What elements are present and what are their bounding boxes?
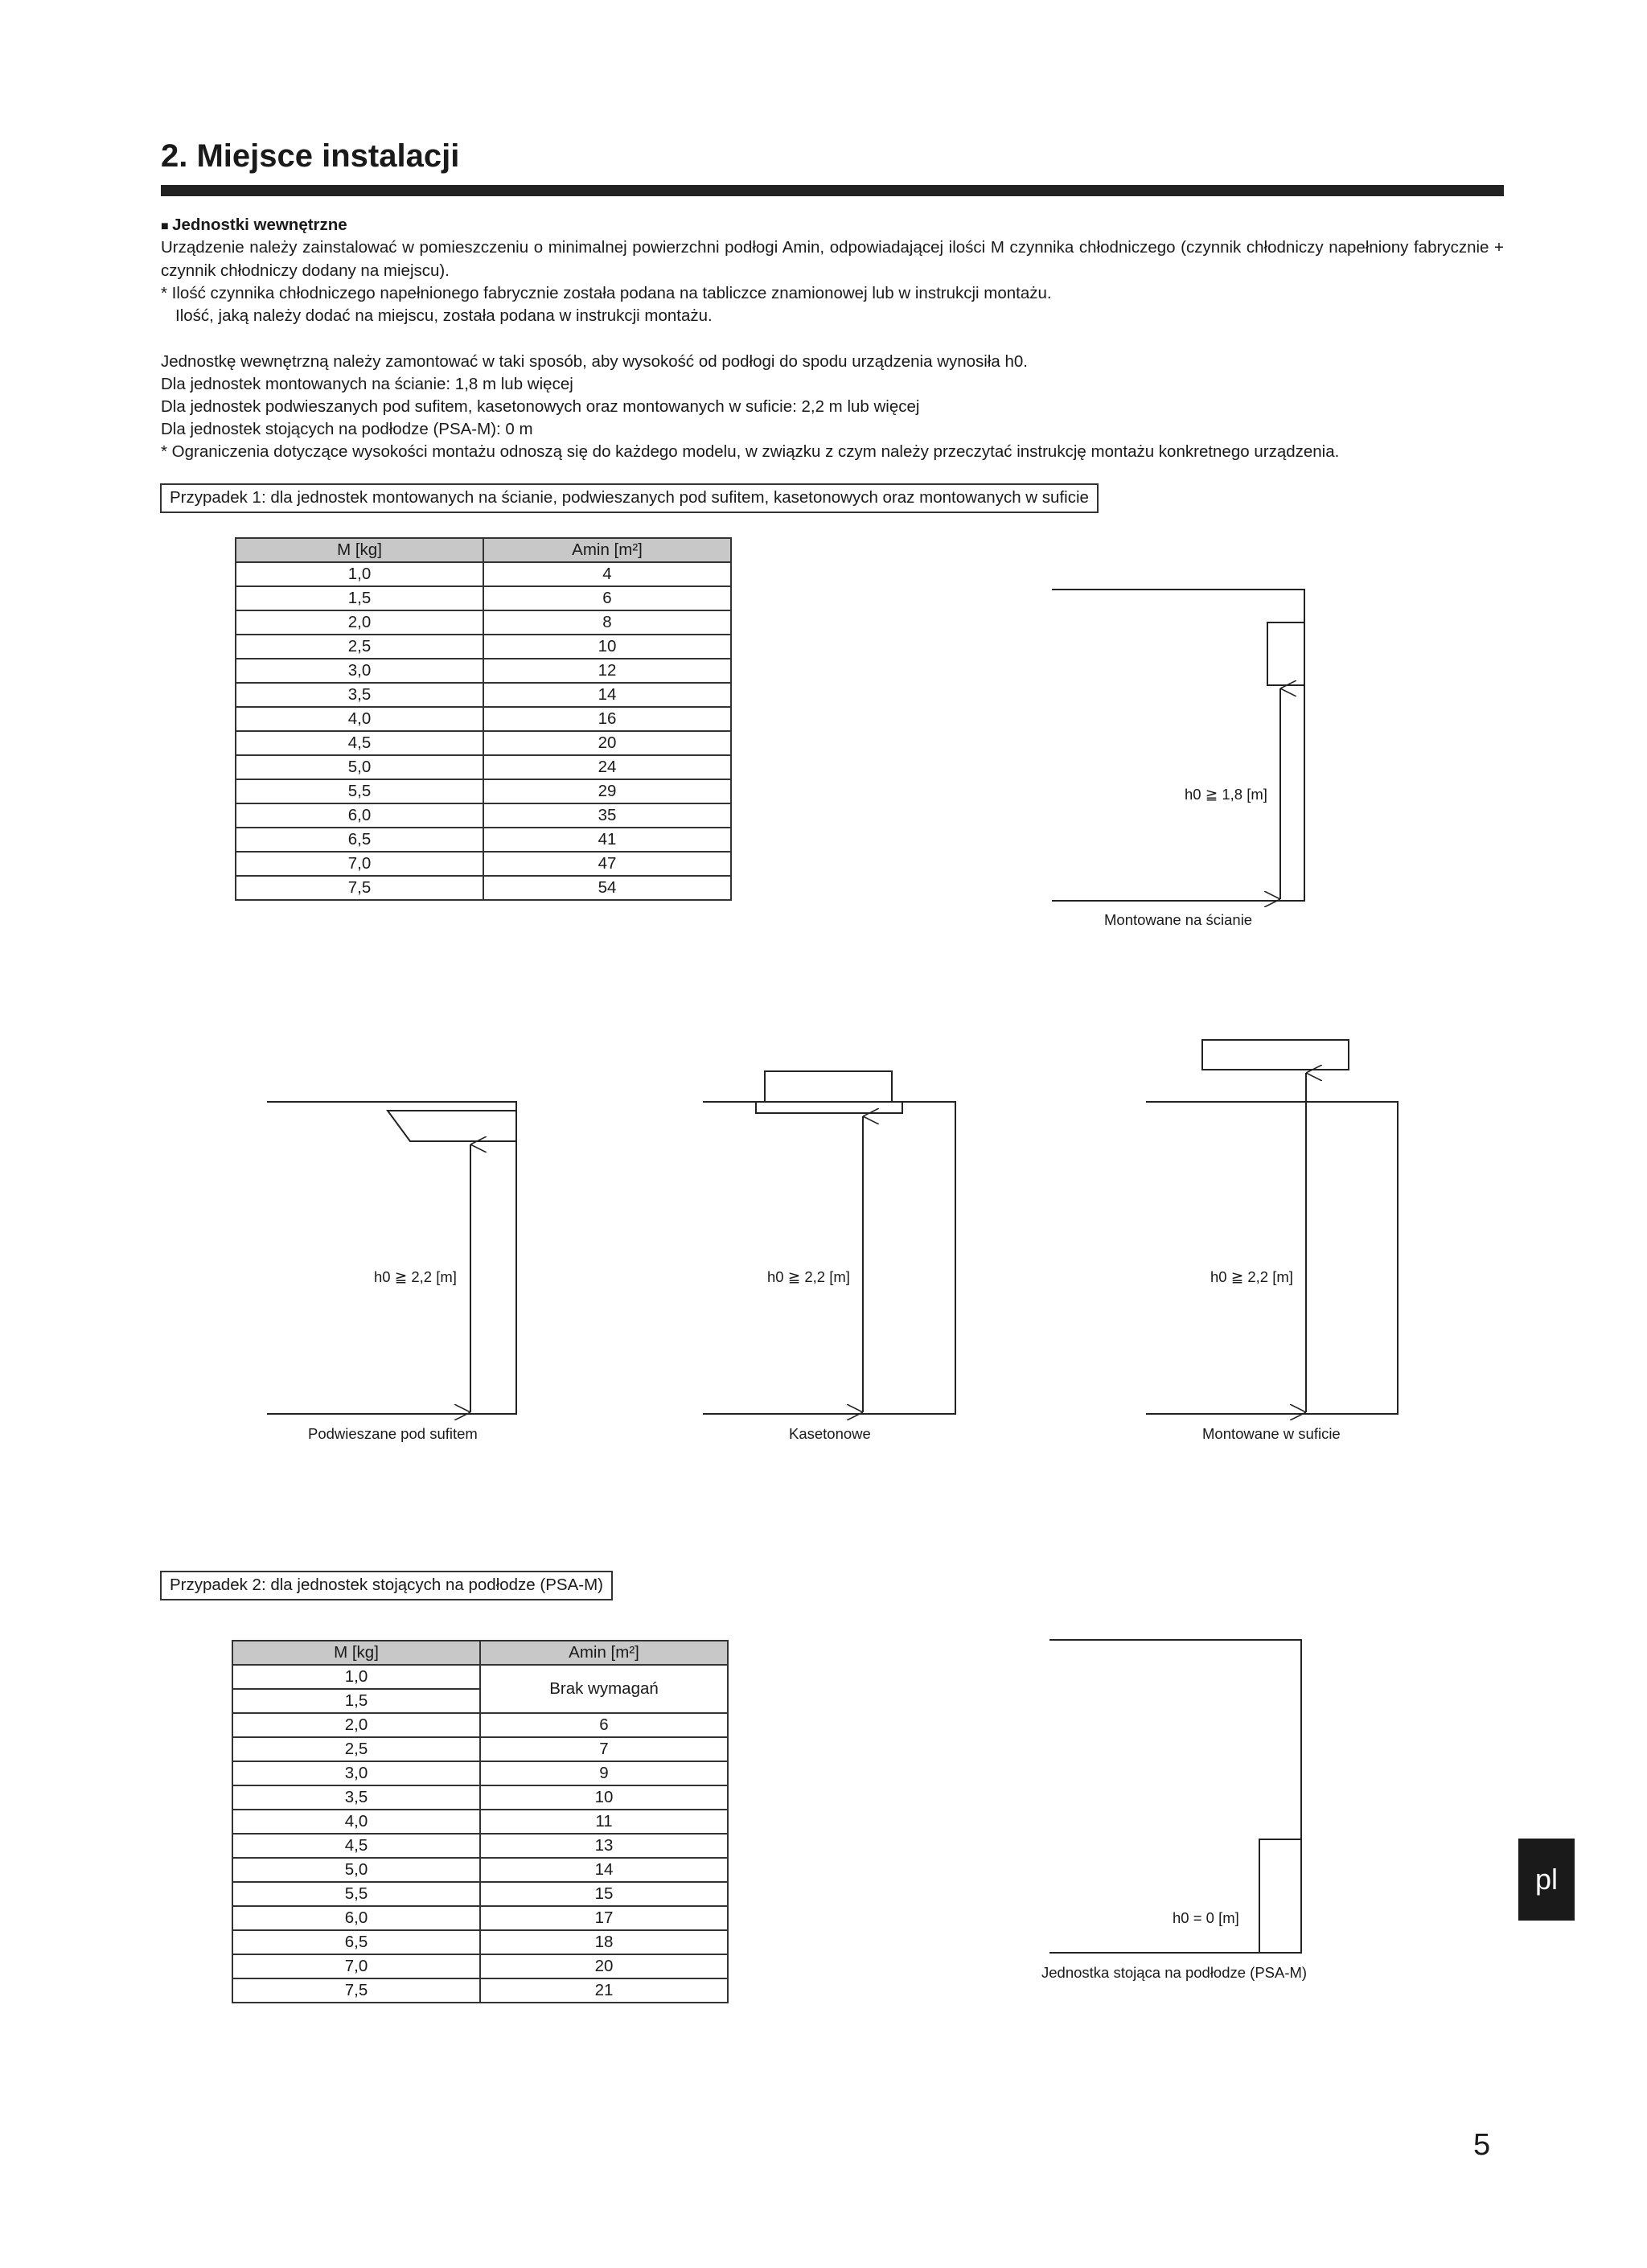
cell-amin: 10 [483,635,731,659]
height-text-2: Dla jednostek montowanych na ścianie: 1,8 m lub więcej [161,375,573,393]
cell-amin: 21 [480,1978,728,2003]
height-text-4: Dla jednostek stojących na podłodze (PSA-M): 0 m [161,420,533,438]
cell-m: 3,5 [232,1785,480,1810]
cell-amin: 24 [483,755,731,779]
cell-amin: 14 [483,683,731,707]
case2-col-m: M [kg] [232,1641,480,1665]
ceiling-concealed-diagram [1146,1040,1398,1414]
cell-amin: 54 [483,876,731,900]
cell-m: 6,5 [232,1930,480,1954]
cell-amin: 41 [483,828,731,852]
height-text-1: Jednostkę wewnętrzną należy zamontować w taki sposób, aby wysokość od podłogi do spodu urządzenia wynosiła h0. [161,352,1029,371]
cell-amin: 4 [483,562,731,586]
cell-m: 4,5 [232,1834,480,1858]
cell-amin: 14 [480,1858,728,1882]
intro-note-1: * Ilość czynnika chłodniczego napełnionego fabrycznie została podana na tabliczce znamionowej lub w instrukcji montażu. [161,284,1052,302]
floor-standing-diagram [1049,1640,1301,1953]
cell-amin: 7 [480,1737,728,1761]
cell-m: 2,0 [236,610,483,635]
cassette-panel [756,1102,902,1113]
cell-amin: 6 [483,586,731,610]
floor-unit [1259,1839,1301,1953]
cell-m: 7,0 [232,1954,480,1978]
wall-mounted-diagram [1052,590,1304,901]
wall-caption: Montowane na ścianie [1104,911,1253,928]
cell-amin: 17 [480,1906,728,1930]
concealed-h0-label: h0 ≧ 2,2 [m] [1210,1268,1293,1285]
suspended-unit [388,1111,516,1141]
cell-amin: 12 [483,659,731,683]
cell-amin: 16 [483,707,731,731]
cell-m: 5,0 [232,1858,480,1882]
cell-m: 6,5 [236,828,483,852]
intro-note-2: Ilość, jaką należy dodać na miejscu, została podana w instrukcji montażu. [175,306,713,325]
suspended-h0-label: h0 ≧ 2,2 [m] [374,1268,457,1285]
cell-m: 3,5 [236,683,483,707]
intro-paragraph: Urządzenie należy zainstalować w pomieszczeniu o minimalnej powierzchni podłogi Amin, odpowiadającej ilości M czynnika chłodniczego (czynnik chłodniczy napełniony fabrycznie + czynnik chłodniczy dodany na miejscu). [161,238,1504,280]
case2-col-amin: Amin [m²] [480,1641,728,1665]
page-title: 2. Miejsce instalacji [161,138,460,174]
cell-m: 3,0 [236,659,483,683]
cell-amin: 20 [483,731,731,755]
cell-m: 2,5 [236,635,483,659]
subheading: ■ Jednostki wewnętrzne [161,214,347,239]
cassette-caption: Kasetonowe [789,1425,871,1442]
cell-m: 7,0 [236,852,483,876]
cell-m: 2,5 [232,1737,480,1761]
cell-amin: 10 [480,1785,728,1810]
cell-amin: 35 [483,803,731,828]
cell-m: 4,0 [236,707,483,731]
cassette-unit [765,1071,892,1102]
cell-amin: 20 [480,1954,728,1978]
floor-h0-label: h0 = 0 [m] [1173,1909,1239,1926]
cell-m: 6,0 [236,803,483,828]
cell-amin: 47 [483,852,731,876]
wall-unit [1267,622,1304,685]
height-text-3: Dla jednostek podwieszanych pod sufitem, kasetonowych oraz montowanych w suficie: 2,2 m lub więcej [161,397,920,416]
floor-caption: Jednostka stojąca na podłodze (PSA-M) [1041,1964,1308,1981]
case1-col-m: M [kg] [236,538,483,562]
ceiling-suspended-diagram [267,1102,516,1414]
cell-m: 4,0 [232,1810,480,1834]
cassette-h0-label: h0 ≧ 2,2 [m] [767,1268,850,1285]
cell-m: 7,5 [236,876,483,900]
page-number: 5 [1473,2128,1491,2162]
cell-amin: 6 [480,1713,728,1737]
cell-m: 6,0 [232,1906,480,1930]
case2-label: Przypadek 2: dla jednostek stojących na podłodze (PSA-M) [160,1571,613,1600]
concealed-unit [1202,1040,1349,1070]
suspended-caption: Podwieszane pod sufitem [308,1425,478,1442]
cassette-diagram [703,1071,955,1414]
language-tab: pl [1518,1839,1575,1921]
cell-amin: 29 [483,779,731,803]
cell-m: 7,5 [232,1978,480,2003]
cell-m: 3,0 [232,1761,480,1785]
concealed-caption: Montowane w suficie [1202,1425,1341,1442]
height-text-5: * Ograniczenia dotyczące wysokości montażu odnoszą się do każdego modelu, w związku z czym należy przeczytać instrukcję montażu konkretnego urządzenia. [161,442,1340,461]
cell-m: 2,0 [232,1713,480,1737]
cell-m: 1,5 [236,586,483,610]
cell-amin: 13 [480,1834,728,1858]
cell-amin: 15 [480,1882,728,1906]
cell-amin: 8 [483,610,731,635]
cell-m: 5,5 [236,779,483,803]
cell-m: 1,0 [236,562,483,586]
cell-amin: 11 [480,1810,728,1834]
cell-m: 4,5 [236,731,483,755]
wall-h0-label: h0 ≧ 1,8 [m] [1185,786,1267,803]
cell-m: 5,5 [232,1882,480,1906]
merged-note: Brak wymagań [480,1665,728,1713]
cell-m: 5,0 [236,755,483,779]
case1-col-amin: Amin [m²] [483,538,731,562]
merged-m-1: 1,0 [232,1665,480,1689]
case1-label: Przypadek 1: dla jednostek montowanych na ścianie, podwieszanych pod sufitem, kasetonowych oraz montowanych w suficie [160,483,1099,513]
cell-amin: 9 [480,1761,728,1785]
cell-amin: 18 [480,1930,728,1954]
merged-m-2: 1,5 [232,1689,480,1713]
